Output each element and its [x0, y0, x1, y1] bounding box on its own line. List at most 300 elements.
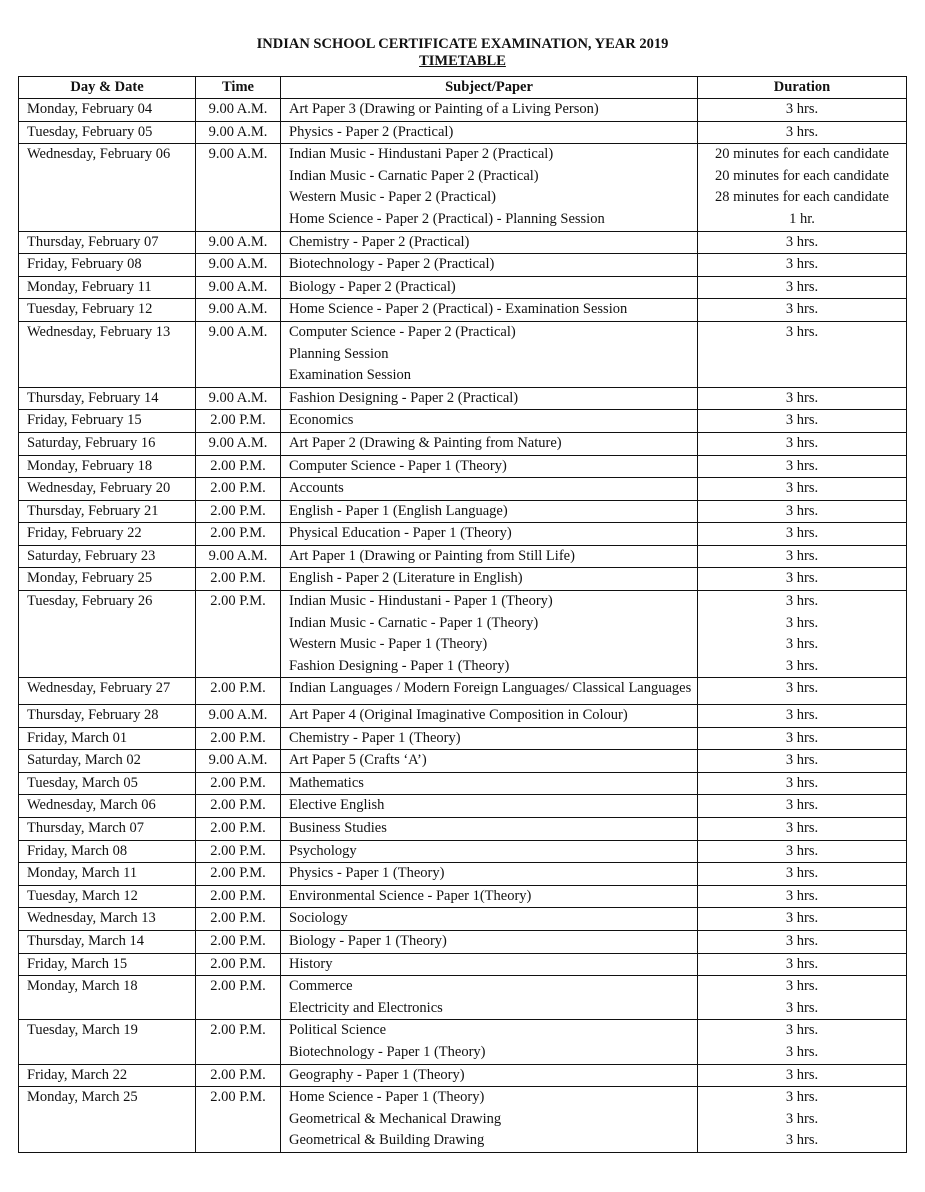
subject-text: Home Science - Paper 2 (Practical) - Planning Session	[289, 210, 605, 227]
time-text: 2.00 P.M.	[210, 480, 266, 497]
time-text: 2.00 P.M.	[210, 412, 266, 429]
time-cell	[196, 121, 281, 144]
time-cell	[196, 863, 281, 886]
table-row	[19, 231, 907, 254]
time-text: 9.00 A.M.	[208, 278, 268, 295]
duration-text: 3 hrs.	[785, 1043, 819, 1060]
date-text: Tuesday, March 12	[27, 887, 138, 904]
table-row	[19, 818, 907, 841]
duration-text: 3 hrs.	[785, 680, 819, 697]
duration-text: 3 hrs.	[785, 657, 819, 674]
table-row	[19, 144, 907, 231]
subject-cell	[281, 772, 698, 795]
date-cell	[19, 455, 196, 478]
duration-text: 3 hrs.	[785, 123, 819, 140]
duration-text	[698, 365, 906, 387]
duration-text: 3 hrs.	[785, 457, 819, 474]
time-cell	[196, 254, 281, 277]
time-cell	[196, 1020, 281, 1064]
duration-text: 3 hrs.	[785, 1132, 819, 1149]
table-row	[19, 478, 907, 501]
table-row	[19, 750, 907, 773]
subject-cell	[281, 818, 698, 841]
table-row	[19, 953, 907, 976]
time-text: 2.00 P.M.	[210, 932, 266, 949]
duration-text: 3 hrs.	[785, 593, 819, 610]
time-cell	[196, 591, 281, 678]
date-text: Friday, March 08	[27, 842, 128, 859]
duration-cell	[698, 727, 907, 750]
table-row	[19, 299, 907, 322]
table-row	[19, 432, 907, 455]
duration-text: 3 hrs.	[785, 301, 819, 318]
time-text: 2.00 P.M.	[210, 865, 266, 882]
duration-text: 3 hrs.	[785, 636, 819, 653]
date-text: Friday, March 22	[27, 1066, 128, 1083]
column-header-date: Day & Date	[19, 77, 196, 99]
subject-cell	[281, 750, 698, 773]
date-cell	[19, 321, 196, 387]
date-cell	[19, 568, 196, 591]
time-cell	[196, 500, 281, 523]
subject-cell	[281, 885, 698, 908]
subject-text: Mathematics	[289, 774, 364, 791]
subject-cell	[281, 591, 698, 678]
date-cell	[19, 99, 196, 122]
subject-cell	[281, 908, 698, 931]
time-cell	[196, 976, 281, 1020]
time-cell	[196, 276, 281, 299]
subject-cell	[281, 321, 698, 387]
date-text: Tuesday, February 05	[27, 123, 153, 140]
date-text: Thursday, February 28	[27, 707, 159, 724]
subject-text: History	[289, 955, 333, 972]
date-text: Tuesday, February 12	[27, 301, 153, 318]
date-text: Monday, March 18	[27, 978, 138, 995]
date-text: Friday, February 15	[27, 412, 142, 429]
date-cell	[19, 908, 196, 931]
date-cell	[19, 1087, 196, 1153]
duration-text: 3 hrs.	[785, 525, 819, 542]
date-cell	[19, 254, 196, 277]
table-row	[19, 705, 907, 728]
duration-text: 3 hrs.	[785, 978, 819, 995]
duration-cell	[698, 99, 907, 122]
subject-text: Art Paper 5 (Crafts ‘A’)	[289, 752, 427, 769]
subject-text: Political Science	[289, 1022, 387, 1039]
time-text: 9.00 A.M.	[208, 101, 268, 117]
date-cell	[19, 432, 196, 455]
table-row	[19, 387, 907, 410]
duration-cell	[698, 432, 907, 455]
duration-text: 3 hrs.	[785, 614, 819, 631]
time-text: 2.00 P.M.	[210, 1022, 266, 1039]
duration-cell	[698, 930, 907, 953]
time-cell	[196, 99, 281, 122]
time-cell	[196, 455, 281, 478]
subject-text: Geography - Paper 1 (Theory)	[289, 1066, 465, 1083]
date-cell	[19, 727, 196, 750]
subject-text: Computer Science - Paper 2 (Practical)	[289, 323, 516, 340]
duration-cell	[698, 976, 907, 1020]
duration-cell	[698, 591, 907, 678]
time-text: 9.00 A.M.	[208, 389, 268, 406]
table-row	[19, 863, 907, 886]
header-row	[19, 77, 907, 99]
time-text: 9.00 A.M.	[208, 547, 268, 564]
subject-cell	[281, 99, 698, 122]
table-row	[19, 908, 907, 931]
duration-cell	[698, 678, 907, 705]
date-text: Wednesday, March 06	[27, 797, 156, 814]
subject-text: Home Science - Paper 2 (Practical) - Examination Session	[289, 301, 628, 318]
subject-cell	[281, 1064, 698, 1087]
duration-text: 28 minutes for each candidate	[715, 189, 889, 206]
time-cell	[196, 727, 281, 750]
time-text: 9.00 A.M.	[208, 752, 268, 769]
document-title: INDIAN SCHOOL CERTIFICATE EXAMINATION, YEAR 2019	[256, 36, 669, 52]
time-cell	[196, 144, 281, 231]
time-text: 9.00 A.M.	[208, 256, 268, 273]
table-row	[19, 276, 907, 299]
subject-text: Environmental Science - Paper 1(Theory)	[289, 887, 532, 904]
timetable	[18, 76, 907, 1153]
date-text: Wednesday, February 06	[27, 146, 171, 163]
duration-text: 3 hrs.	[785, 887, 819, 904]
table-row	[19, 321, 907, 387]
subject-cell	[281, 840, 698, 863]
time-cell	[196, 818, 281, 841]
subject-text: Western Music - Paper 2 (Practical)	[289, 189, 496, 206]
duration-cell	[698, 908, 907, 931]
date-text: Tuesday, March 19	[27, 1022, 138, 1039]
date-text: Saturday, February 16	[27, 434, 156, 451]
date-text: Monday, March 11	[27, 865, 138, 882]
subject-text: Physical Education - Paper 1 (Theory)	[289, 525, 512, 542]
date-cell	[19, 231, 196, 254]
time-cell	[196, 432, 281, 455]
subject-text: Biology - Paper 2 (Practical)	[289, 278, 456, 295]
table-row	[19, 545, 907, 568]
subject-text: Accounts	[289, 480, 344, 497]
table-row	[19, 568, 907, 591]
subject-text: Indian Music - Hindustani Paper 2 (Practical)	[289, 146, 554, 163]
table-row	[19, 772, 907, 795]
table-row	[19, 678, 907, 705]
date-cell	[19, 678, 196, 705]
date-text: Monday, February 18	[27, 457, 153, 474]
date-text: Thursday, March 14	[27, 932, 145, 949]
date-cell	[19, 863, 196, 886]
duration-cell	[698, 231, 907, 254]
duration-text: 3 hrs.	[785, 389, 819, 406]
subject-text: Indian Languages / Modern Foreign Languages/ Classical Languages	[289, 680, 692, 697]
time-cell	[196, 1064, 281, 1087]
date-text: Tuesday, March 05	[27, 774, 138, 791]
time-text: 9.00 A.M.	[208, 233, 268, 250]
subject-text: Elective English	[289, 797, 385, 814]
duration-text: 3 hrs.	[785, 752, 819, 769]
table-row	[19, 885, 907, 908]
date-text: Thursday, March 07	[27, 820, 145, 836]
subject-cell	[281, 144, 698, 231]
subject-text: Art Paper 2 (Drawing & Painting from Nature)	[289, 434, 562, 451]
subject-text: Business Studies	[289, 820, 387, 836]
subject-cell	[281, 727, 698, 750]
date-text: Thursday, February 07	[27, 233, 159, 250]
subject-text: Art Paper 4 (Original Imaginative Composition in Colour)	[289, 707, 628, 724]
time-text: 2.00 P.M.	[210, 774, 266, 791]
date-cell	[19, 840, 196, 863]
date-cell	[19, 1064, 196, 1087]
date-cell	[19, 772, 196, 795]
date-text: Monday, February 25	[27, 570, 153, 587]
table-row	[19, 410, 907, 433]
date-cell	[19, 953, 196, 976]
date-text: Wednesday, February 20	[27, 480, 171, 497]
column-header-duration: Duration	[698, 77, 907, 99]
date-cell	[19, 818, 196, 841]
duration-cell	[698, 523, 907, 546]
date-text: Thursday, February 21	[27, 502, 159, 519]
time-text: 9.00 A.M.	[208, 323, 268, 340]
date-text: Wednesday, February 27	[27, 680, 171, 697]
duration-text	[698, 344, 906, 366]
subject-text: Home Science - Paper 1 (Theory)	[289, 1089, 485, 1106]
subject-text: Art Paper 3 (Drawing or Painting of a Living Person)	[289, 101, 599, 117]
date-cell	[19, 478, 196, 501]
time-text: 2.00 P.M.	[210, 797, 266, 814]
date-cell	[19, 500, 196, 523]
subject-text: Economics	[289, 412, 354, 429]
subject-cell	[281, 523, 698, 546]
time-text: 9.00 A.M.	[208, 123, 268, 140]
time-cell	[196, 678, 281, 705]
duration-text: 3 hrs.	[785, 729, 819, 746]
subject-cell	[281, 863, 698, 886]
table-row	[19, 1064, 907, 1087]
duration-cell	[698, 276, 907, 299]
duration-cell	[698, 121, 907, 144]
duration-cell	[698, 1087, 907, 1153]
duration-cell	[698, 455, 907, 478]
duration-text: 3 hrs.	[785, 910, 819, 927]
subject-cell	[281, 930, 698, 953]
subject-text: Planning Session	[289, 345, 389, 362]
time-text: 9.00 A.M.	[208, 146, 268, 163]
duration-text: 3 hrs.	[785, 570, 819, 587]
duration-text: 3 hrs.	[785, 434, 819, 451]
subject-text: Indian Music - Carnatic - Paper 1 (Theory)	[289, 614, 539, 631]
time-cell	[196, 840, 281, 863]
time-text: 2.00 P.M.	[210, 887, 266, 904]
subject-text: Fashion Designing - Paper 1 (Theory)	[289, 657, 510, 674]
date-cell	[19, 299, 196, 322]
subject-text: Psychology	[289, 842, 357, 859]
subject-text: Physics - Paper 2 (Practical)	[289, 123, 454, 140]
duration-text: 1 hr.	[789, 210, 815, 227]
time-text: 2.00 P.M.	[210, 457, 266, 474]
subject-text: Geometrical & Building Drawing	[289, 1132, 485, 1149]
subject-text: Chemistry - Paper 1 (Theory)	[289, 729, 461, 746]
time-text: 9.00 A.M.	[208, 434, 268, 451]
table-row	[19, 121, 907, 144]
time-text: 2.00 P.M.	[210, 593, 266, 610]
duration-text: 3 hrs.	[785, 1022, 819, 1039]
subject-cell	[281, 678, 698, 705]
duration-cell	[698, 705, 907, 728]
date-text: Wednesday, March 13	[27, 910, 156, 927]
column-header-time: Time	[196, 77, 281, 99]
subject-text: Indian Music - Carnatic Paper 2 (Practical)	[289, 167, 539, 184]
table-row	[19, 840, 907, 863]
time-text: 2.00 P.M.	[210, 502, 266, 519]
subject-cell	[281, 410, 698, 433]
table-row	[19, 254, 907, 277]
subject-cell	[281, 478, 698, 501]
subject-cell	[281, 705, 698, 728]
time-text: 2.00 P.M.	[210, 910, 266, 927]
date-text: Friday, February 22	[27, 525, 142, 542]
date-text: Saturday, March 02	[27, 752, 141, 769]
duration-cell	[698, 885, 907, 908]
subject-text: English - Paper 2 (Literature in English)	[289, 570, 523, 587]
time-text: 9.00 A.M.	[208, 707, 268, 724]
subject-text: Western Music - Paper 1 (Theory)	[289, 636, 488, 653]
duration-cell	[698, 863, 907, 886]
time-text: 9.00 A.M.	[208, 301, 268, 318]
date-cell	[19, 750, 196, 773]
duration-text: 3 hrs.	[785, 480, 819, 497]
subject-text: English - Paper 1 (English Language)	[289, 502, 508, 519]
duration-text: 3 hrs.	[785, 412, 819, 429]
duration-text: 3 hrs.	[785, 932, 819, 949]
duration-text: 3 hrs.	[785, 1066, 819, 1083]
duration-cell	[698, 321, 907, 387]
date-cell	[19, 144, 196, 231]
subject-text: Indian Music - Hindustani - Paper 1 (Theory)	[289, 593, 553, 610]
time-text: 2.00 P.M.	[210, 729, 266, 746]
subject-cell	[281, 387, 698, 410]
subject-text: Biotechnology - Paper 1 (Theory)	[289, 1043, 486, 1060]
date-text: Friday, February 08	[27, 256, 142, 273]
time-cell	[196, 299, 281, 322]
duration-cell	[698, 410, 907, 433]
time-cell	[196, 410, 281, 433]
time-text: 2.00 P.M.	[210, 680, 266, 697]
table-row	[19, 976, 907, 1020]
duration-cell	[698, 387, 907, 410]
date-cell	[19, 545, 196, 568]
document-subtitle: TIMETABLE	[419, 53, 506, 69]
time-cell	[196, 321, 281, 387]
date-text: Monday, February 04	[27, 101, 153, 117]
subject-text: Commerce	[289, 978, 353, 995]
subject-text: Sociology	[289, 910, 348, 927]
date-cell	[19, 523, 196, 546]
date-cell	[19, 930, 196, 953]
duration-text: 3 hrs.	[785, 999, 819, 1016]
date-text: Saturday, February 23	[27, 547, 156, 564]
date-cell	[19, 387, 196, 410]
table-row	[19, 930, 907, 953]
duration-text: 3 hrs.	[785, 707, 819, 724]
duration-cell	[698, 795, 907, 818]
time-text: 2.00 P.M.	[210, 955, 266, 972]
time-cell	[196, 231, 281, 254]
date-text: Thursday, February 14	[27, 389, 159, 406]
date-cell	[19, 795, 196, 818]
subject-cell	[281, 976, 698, 1020]
date-cell	[19, 885, 196, 908]
time-text: 2.00 P.M.	[210, 842, 266, 859]
date-cell	[19, 276, 196, 299]
date-cell	[19, 705, 196, 728]
subject-cell	[281, 231, 698, 254]
time-cell	[196, 795, 281, 818]
duration-cell	[698, 500, 907, 523]
subject-text: Examination Session	[289, 367, 412, 384]
subject-cell	[281, 455, 698, 478]
duration-text: 3 hrs.	[785, 547, 819, 564]
subject-text: Physics - Paper 1 (Theory)	[289, 865, 445, 882]
duration-cell	[698, 1020, 907, 1064]
time-text: 2.00 P.M.	[210, 1089, 266, 1106]
date-cell	[19, 591, 196, 678]
duration-text: 3 hrs.	[785, 774, 819, 791]
duration-text: 3 hrs.	[785, 1089, 819, 1106]
table-row	[19, 500, 907, 523]
table-row	[19, 99, 907, 122]
duration-text: 3 hrs.	[785, 797, 819, 814]
subject-text: Computer Science - Paper 1 (Theory)	[289, 457, 507, 474]
subject-cell	[281, 121, 698, 144]
duration-cell	[698, 254, 907, 277]
date-text: Monday, February 11	[27, 278, 152, 295]
column-header-subject: Subject/Paper	[281, 77, 698, 99]
duration-text: 20 minutes for each candidate	[715, 146, 889, 163]
time-cell	[196, 568, 281, 591]
duration-cell	[698, 299, 907, 322]
date-text: Tuesday, February 26	[27, 593, 153, 610]
subject-cell	[281, 299, 698, 322]
subject-cell	[281, 953, 698, 976]
duration-text: 3 hrs.	[785, 842, 819, 859]
duration-text: 3 hrs.	[785, 502, 819, 519]
time-text: 2.00 P.M.	[210, 570, 266, 587]
duration-text: 20 minutes for each candidate	[715, 167, 889, 184]
duration-text: 3 hrs.	[785, 820, 819, 836]
table-row	[19, 795, 907, 818]
subject-cell	[281, 432, 698, 455]
duration-cell	[698, 953, 907, 976]
duration-cell	[698, 478, 907, 501]
time-cell	[196, 750, 281, 773]
time-text: 2.00 P.M.	[210, 820, 266, 836]
date-text: Friday, March 15	[27, 955, 128, 972]
duration-cell	[698, 750, 907, 773]
date-cell	[19, 1020, 196, 1064]
duration-text: 3 hrs.	[785, 323, 819, 340]
subject-text: Biology - Paper 1 (Theory)	[289, 932, 447, 949]
subject-cell	[281, 1020, 698, 1064]
subject-cell	[281, 254, 698, 277]
subject-text: Art Paper 1 (Drawing or Painting from Still Life)	[289, 547, 575, 564]
duration-text: 3 hrs.	[785, 278, 819, 295]
table-row	[19, 591, 907, 678]
table-row	[19, 1087, 907, 1153]
subject-cell	[281, 545, 698, 568]
